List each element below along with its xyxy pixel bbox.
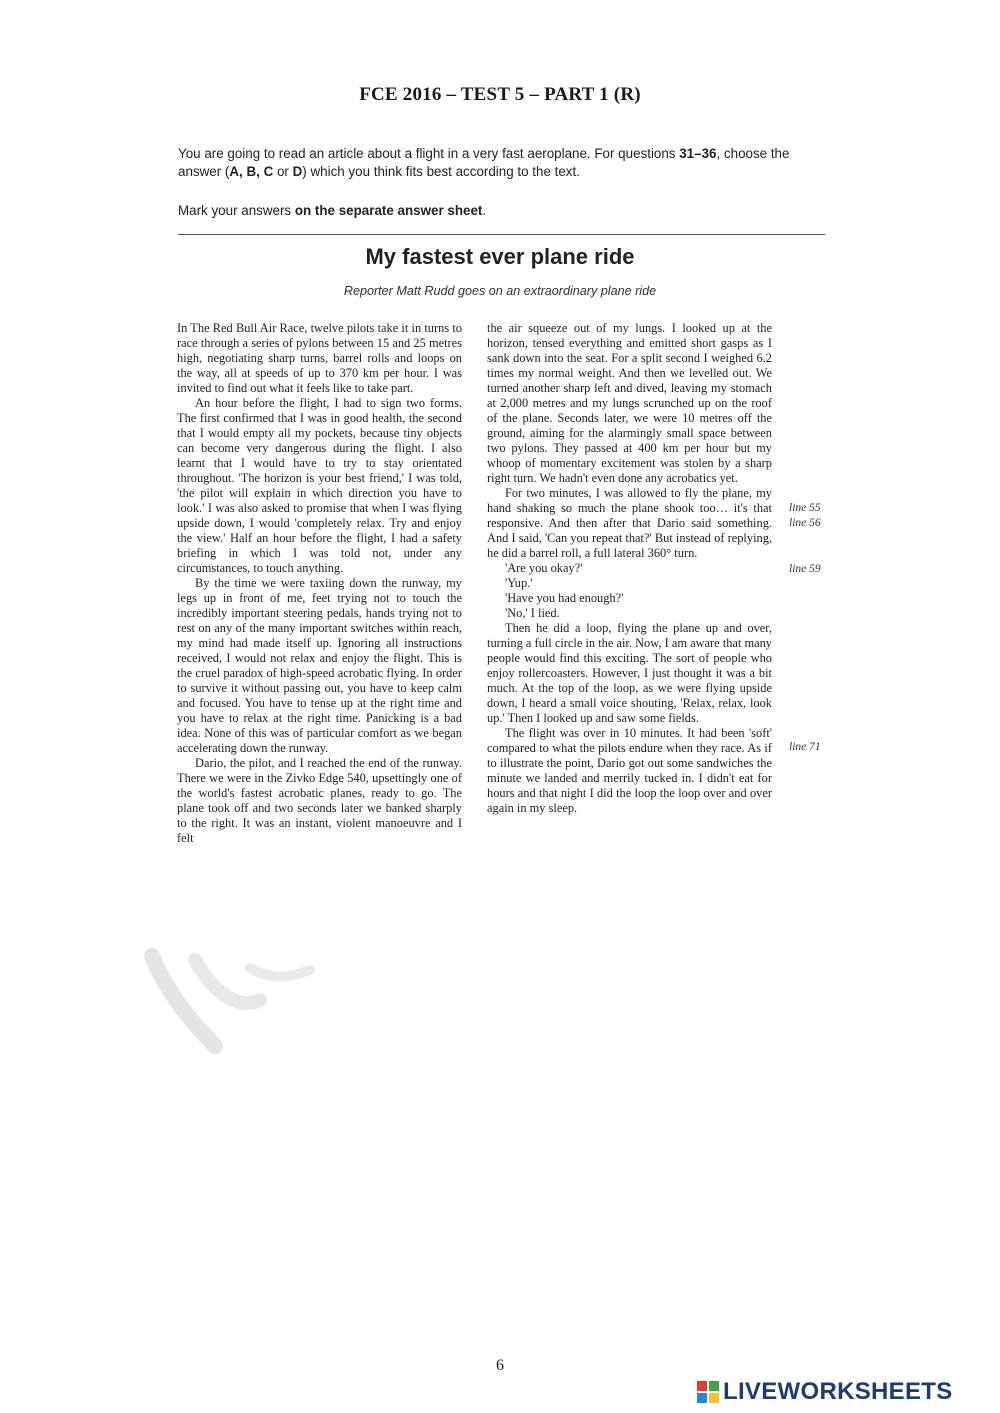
brand-text: LIVEWORKSHEETS [723, 1378, 953, 1405]
line-reference-59: line 59 [789, 563, 821, 575]
liveworksheets-brand[interactable] [697, 1380, 953, 1404]
article-paragraph: Dario, the pilot, and I reached the end of the runway. There we were in the Zivko Edge 540, upsettingly one of the world's fastest acrobatic planes, ready to go. The plane took off and two seconds later we banked sharply to the right. It was an instant, violent manoeuvre and I felt [177, 756, 462, 845]
instr-text: . [482, 203, 487, 218]
dialog-line: 'Have you had enough?' [505, 591, 624, 605]
watermark-graphic [140, 940, 400, 1060]
article-paragraph: By the time we were taxiing down the runway, my legs up in front of me, feet trying not to touch the incredibly important steering pedals, hands trying not to rest on any of the many important switches within reach, my mind had made itself up. Ignoring all instructions received, I would not relax and enjoy the flight. This is the cruel paradox of high-speed acrobatic flying. In order to survive it without passing out, you have to keep calm and focused. You have to tense up at the right time and you have to relax at the right time. Panicking is a bad idea. None of this was of particular comfort as we began accelerating down the runway. [177, 576, 462, 755]
liveworksheets-logo-icon [697, 1381, 719, 1403]
question-range: 31–36 [679, 146, 717, 161]
line-reference-71: line 71 [789, 741, 821, 753]
article-paragraph: The flight was over in 10 minutes. It had been 'soft' compared to what the pilots endure when they race. As if to illustrate the point, Dario got out some sandwiches the minute we landed and merrily tucked in. I didn't eat for hours and that night I did the loop the loop over and over again in my sleep. [487, 726, 772, 815]
article-paragraph: Then he did a loop, flying the plane up and over, turning a full circle in the air. Now, I am aware that many people would find this exciting. The sort of people who enjoy rollercoasters. However, I just thought it was a bit much. At the top of the loop, as we were flying upside down, I heard a small voice shouting, 'Relax, relax, look up.' Then I looked up and saw some fields. [487, 621, 772, 725]
page-number: 6 [496, 1357, 504, 1374]
instructions-questions [178, 145, 828, 181]
article-paragraph: the air squeeze out of my lungs. I looked up at the horizon, tensed everything and emitted short gasps as I sank down into the seat. For a split second I weighed 6.2 times my normal weight. And then we levelled out. We turned another sharp left and dived, leaving my stomach at 2,000 metres and my lungs scrunched up on the roof of the plane. Seconds later, we were 10 metres off the ground, aiming for the alarmingly small space between two pylons. They passed at 400 km per hour but my whoop of momentary excitement was stolen by a sharp right turn. We hadn't even done any acrobatics yet. [487, 321, 772, 485]
instr-text: Mark your answers [178, 203, 295, 218]
article-column-left [177, 321, 462, 846]
article-title: My fastest ever plane ride [365, 244, 635, 269]
article-subtitle: Reporter Matt Rudd goes on an extraordinary plane ride [343, 284, 657, 298]
instr-text: You are going to read an article about a flight in a very fast aeroplane. For questions [178, 146, 680, 161]
line-reference-56: line 56 [789, 517, 821, 529]
answer-options: A, B, C [229, 164, 274, 179]
dialog-line: 'Are you okay?' [505, 561, 583, 575]
article-paragraph: For two minutes, I was allowed to fly the plane, my hand shaking so much the plane shook too… it's that responsive. And then after that Dario said something. And I said, 'Can you repeat that?' But instead of replying, he did a barrel roll, a full lateral 360° turn. [487, 486, 772, 560]
instr-text: , choose the answer ( [178, 146, 790, 179]
divider-rule [178, 234, 825, 235]
instr-text: or [273, 164, 293, 179]
answer-sheet-emphasis: on the separate answer sheet [294, 203, 483, 218]
article-paragraph: In The Red Bull Air Race, twelve pilots take it in turns to race through a series of pylons between 15 and 25 metres high, negotiating sharp turns, barrel rolls and loops on the way, all at speeds of up to 370 km per hour. I was invited to find out what it feels like to take part. [177, 321, 462, 395]
answer-option-d: D [292, 164, 303, 179]
page-header: FCE 2016 – TEST 5 – PART 1 (R) [359, 84, 641, 105]
dialog-line: 'No,' I lied. [505, 606, 560, 620]
article-paragraph: An hour before the flight, I had to sign two forms. The first confirmed that I was in good health, the second that I would empty all my pockets, because tiny objects can become very dangerous during the flight. I also learnt that I would have to try to stay orientated throughout. 'The horizon is your best friend,' I was told, 'the pilot will explain in which direction you have to look.' I was also asked to promise that when I was flying upside down, I would 'completely relax. Try and enjoy the view.' Half an hour before the flight, I had a safety briefing in which I was told not, under any circumstances, to touch anything. [177, 396, 462, 575]
instructions-answer-sheet [178, 202, 828, 220]
line-reference-55: line 55 [789, 502, 821, 514]
dialog-line: 'Yup.' [505, 576, 533, 590]
article-column-right [487, 321, 772, 816]
instr-text: ) which you think fits best according to the text. [302, 164, 580, 179]
